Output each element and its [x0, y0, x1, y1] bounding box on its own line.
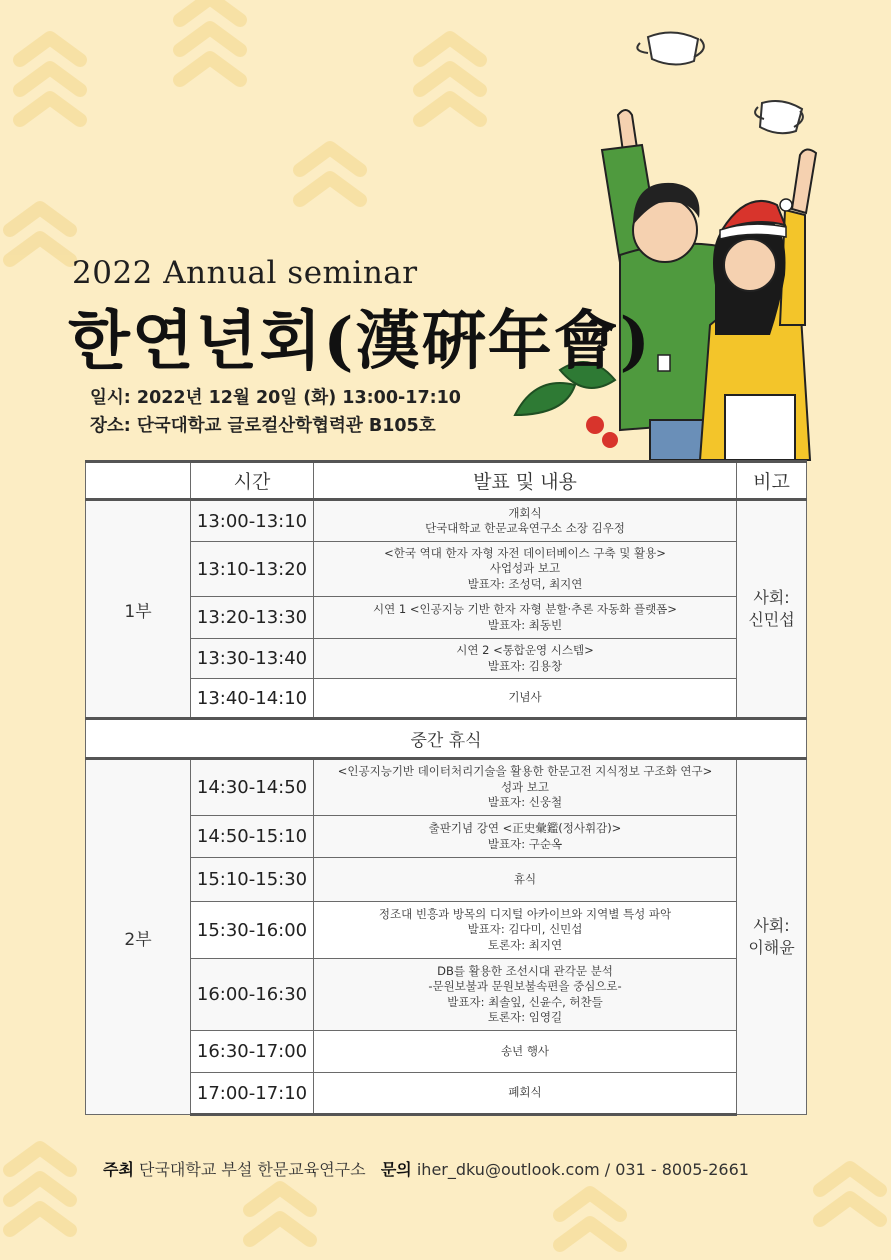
page-title: 한연년회(漢硏年會) [68, 304, 652, 379]
content-cell [314, 679, 737, 719]
note-line: 사회: [753, 916, 790, 935]
moderator-note [737, 500, 807, 719]
time-cell: 14:50-15:10 [191, 816, 314, 858]
content-cell [314, 1031, 737, 1073]
content-cell [314, 639, 737, 679]
content-cell [314, 597, 737, 639]
content-line: 출판기념 강연 <正史彙鑑(정사휘감)> [428, 821, 622, 835]
header-time: 시간 [191, 462, 314, 500]
content-line: 단국대학교 한문교육연구소 소장 김우정 [425, 521, 625, 535]
table-row [86, 858, 807, 902]
content-line: 개회식 [508, 505, 542, 520]
content-cell [314, 500, 737, 542]
content-cell [314, 759, 737, 816]
content-line: 발표자: 김다미, 신민섭 [467, 922, 583, 937]
contact-label: 문의 [380, 1160, 412, 1179]
table-row [86, 902, 807, 959]
content-line: 휴식 [513, 871, 537, 886]
content-line: 발표자: 조성덕, 최지연 [467, 576, 583, 591]
part-label: 1부 [86, 500, 191, 719]
content-line: <인공지능기반 데이터처리기술을 활용한 한문고전 지식정보 구조화 연구> [337, 764, 713, 779]
content-line: 사업성과 보고 [489, 561, 561, 576]
content-cell [314, 542, 737, 597]
time-cell: 13:10-13:20 [191, 542, 314, 597]
time-cell: 15:10-15:30 [191, 858, 314, 902]
content-cell [314, 959, 737, 1031]
host-name: 단국대학교 부설 한문교육연구소 [139, 1160, 366, 1179]
contact-info: iher_dku@outlook.com / 031 - 8005-2661 [416, 1160, 749, 1179]
time-cell: 15:30-16:00 [191, 902, 314, 959]
header-content: 발표 및 내용 [314, 462, 737, 500]
time-cell: 13:00-13:10 [191, 500, 314, 542]
note-line: 사회: [753, 588, 790, 607]
time-cell: 16:00-16:30 [191, 959, 314, 1031]
content-cell [314, 902, 737, 959]
content-line: 발표자: 김용창 [487, 658, 563, 673]
time-cell: 14:30-14:50 [191, 759, 314, 816]
content-cell [314, 816, 737, 858]
couple-celebration-illustration [500, 25, 890, 465]
content-line: 송년 행사 [500, 1043, 550, 1058]
break-label: 중간 휴식 [86, 719, 807, 759]
content-cell [314, 858, 737, 902]
schedule-table [85, 460, 807, 1116]
face-mask-icon [637, 32, 803, 133]
time-cell: 17:00-17:10 [191, 1073, 314, 1115]
table-row [86, 816, 807, 858]
content-line: DB를 활용한 조선시대 관각문 분석 [437, 963, 613, 978]
part2-section [86, 759, 807, 1115]
table-row [86, 1031, 807, 1073]
part1-section [86, 500, 807, 719]
table-row [86, 639, 807, 679]
table-row [86, 759, 807, 816]
header-note: 비고 [737, 462, 807, 500]
time-cell: 13:30-13:40 [191, 639, 314, 679]
table-header-row [86, 462, 807, 500]
table-row [86, 597, 807, 639]
event-date: 일시: 2022년 12월 20일 (화) 13:00-17:10 [90, 388, 461, 408]
seminar-subtitle: 2022 Annual seminar [72, 255, 418, 291]
content-line: 발표자: 신웅철 [487, 795, 563, 810]
content-line: 폐회식 [508, 1085, 542, 1100]
content-line: 정조대 빈흥과 방목의 디지털 아카이브와 지역별 특성 파악 [378, 906, 672, 921]
content-line: 성과 보고 [500, 779, 550, 794]
event-location: 장소: 단국대학교 글로컬산학협력관 B105호 [90, 416, 436, 436]
content-line: 토론자: 최지연 [487, 937, 563, 952]
content-line: 시연 2 <통합운영 시스템> [456, 643, 594, 657]
content-line: 발표자: 최솔잎, 신윤수, 허찬들 [447, 994, 603, 1009]
content-line: 기념사 [508, 690, 542, 705]
host-label: 주최 [103, 1160, 134, 1179]
content-line: <한국 역대 한자 자형 자전 데이터베이스 구축 및 활용> [384, 545, 666, 560]
note-line: 이해윤 [748, 938, 795, 957]
header-part [86, 462, 191, 500]
table-row [86, 500, 807, 542]
table-row [86, 542, 807, 597]
table-row [86, 959, 807, 1031]
note-line: 신민섭 [748, 610, 795, 629]
time-cell: 13:20-13:30 [191, 597, 314, 639]
content-cell [314, 1073, 737, 1115]
part-label: 2부 [86, 759, 191, 1115]
time-cell: 13:40-14:10 [191, 679, 314, 719]
content-line: 발표자: 최동빈 [487, 617, 563, 632]
schedule-table-container [85, 460, 806, 1116]
content-line: 발표자: 구순옥 [487, 836, 563, 851]
time-cell: 16:30-17:00 [191, 1031, 314, 1073]
break-row [86, 719, 807, 759]
footer [103, 1157, 749, 1180]
moderator-note [737, 759, 807, 1115]
table-row [86, 1073, 807, 1115]
content-line: -문원보불과 문원보불속편을 중심으로- [428, 979, 622, 993]
content-line: 토론자: 임영길 [487, 1010, 563, 1024]
table-row [86, 679, 807, 719]
content-line: 시연 1 <인공지능 기반 한자 자형 분할·추론 자동화 플랫폼> [373, 602, 677, 616]
woman-figure [700, 149, 816, 460]
